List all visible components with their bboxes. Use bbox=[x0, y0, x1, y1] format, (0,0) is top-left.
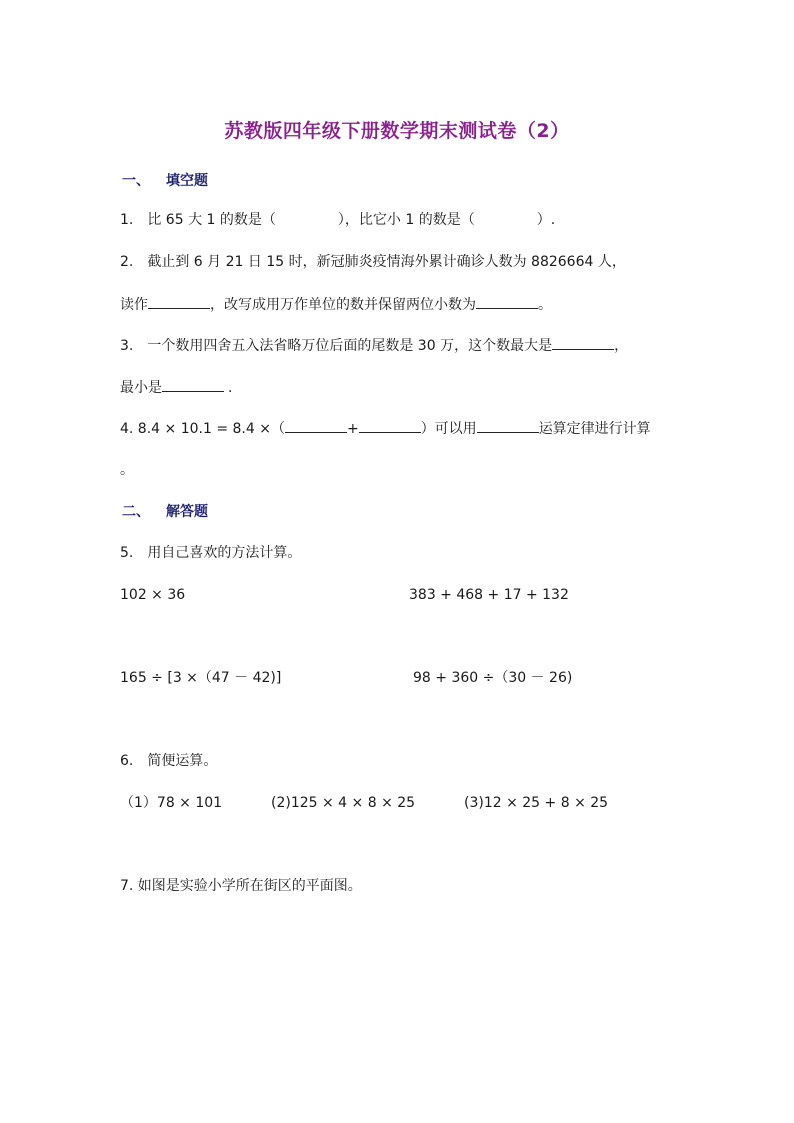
q3-text-a: 一个数用四舍五入法省略万位后面的尾数是 30 万，这个数最大是 bbox=[147, 338, 553, 354]
q3-text-c: 最小是 bbox=[120, 380, 162, 396]
q6-item-3: (3)12 × 25 + 8 × 25 bbox=[464, 795, 609, 811]
q4-answer-blank-2[interactable] bbox=[359, 418, 421, 433]
section-number: 二、 bbox=[122, 504, 150, 520]
question-4 bbox=[120, 418, 651, 439]
q5-expression-4: 98 + 360 ÷（30 － 26) bbox=[413, 670, 573, 686]
q5-expression-1: 102 × 36 bbox=[120, 587, 186, 603]
question-number: 6. bbox=[120, 753, 134, 769]
q2-text-b: ，改写成用万作单位的数并保留两位小数为 bbox=[210, 297, 476, 313]
q5-expression-2: 383 + 468 + 17 + 132 bbox=[409, 587, 569, 603]
question-1 bbox=[120, 210, 555, 230]
question-2-line-1 bbox=[120, 252, 626, 272]
q4-answer-blank-3[interactable] bbox=[477, 418, 539, 433]
q4-text-d: 运算定律进行计算 bbox=[538, 421, 651, 437]
question-3-line-1 bbox=[120, 335, 628, 356]
question-number: 3. bbox=[120, 338, 134, 354]
q2-answer-blank-2[interactable] bbox=[476, 294, 538, 309]
section-label: 解答题 bbox=[166, 504, 208, 520]
question-number: 1. bbox=[120, 212, 134, 228]
q2-answer-blank-1[interactable] bbox=[148, 294, 210, 309]
q4-text-a: 4. 8.4 × 10.1 = 8.4 ×（ bbox=[120, 421, 285, 437]
q4-text-c: ）可以用 bbox=[420, 421, 477, 437]
q4-text-b: + bbox=[346, 421, 359, 437]
q2-text-a: 读作 bbox=[120, 297, 148, 313]
q1-text-b: ），比它小 1 的数是（ bbox=[337, 212, 475, 228]
q3-answer-blank-2[interactable] bbox=[162, 377, 224, 392]
question-3-line-2 bbox=[120, 377, 232, 398]
q3-answer-blank-1[interactable] bbox=[552, 335, 614, 350]
question-number: 5. bbox=[120, 545, 134, 561]
section-number: 一、 bbox=[122, 173, 150, 189]
q6-item-2: (2)125 × 4 × 8 × 25 bbox=[271, 795, 416, 811]
q3-text-d: . bbox=[228, 380, 233, 396]
q1-text-c: ）. bbox=[536, 212, 556, 228]
question-7: 7. 如图是实验小学所在街区的平面图。 bbox=[120, 878, 362, 894]
question-6 bbox=[120, 751, 217, 771]
section-label: 填空题 bbox=[166, 173, 208, 189]
q5-expression-3: 165 ÷ [3 ×（47 － 42)] bbox=[120, 670, 282, 686]
q6-text: 简便运算。 bbox=[147, 753, 218, 769]
section-heading-answer bbox=[122, 501, 208, 521]
q5-text: 用自己喜欢的方法计算。 bbox=[147, 545, 302, 561]
question-4-end bbox=[120, 460, 134, 480]
q4-text-e: 。 bbox=[120, 462, 134, 478]
question-5 bbox=[120, 543, 301, 563]
q1-text-a: 比 65 大 1 的数是（ bbox=[147, 212, 276, 228]
q3-text-b: ， bbox=[614, 338, 629, 354]
section-heading-fill-blank bbox=[122, 170, 208, 190]
q2-text-line1: 截止到 6 月 21 日 15 时，新冠肺炎疫情海外累计确诊人数为 8826664 人， bbox=[147, 254, 626, 270]
question-number: 2. bbox=[120, 254, 134, 270]
page-title: 苏教版四年级下册数学期末测试卷（2） bbox=[224, 120, 570, 142]
q6-item-1: （1）78 × 101 bbox=[120, 795, 223, 811]
q2-text-c: 。 bbox=[538, 297, 552, 313]
q4-answer-blank-1[interactable] bbox=[285, 418, 347, 433]
question-2-line-2 bbox=[120, 294, 552, 315]
